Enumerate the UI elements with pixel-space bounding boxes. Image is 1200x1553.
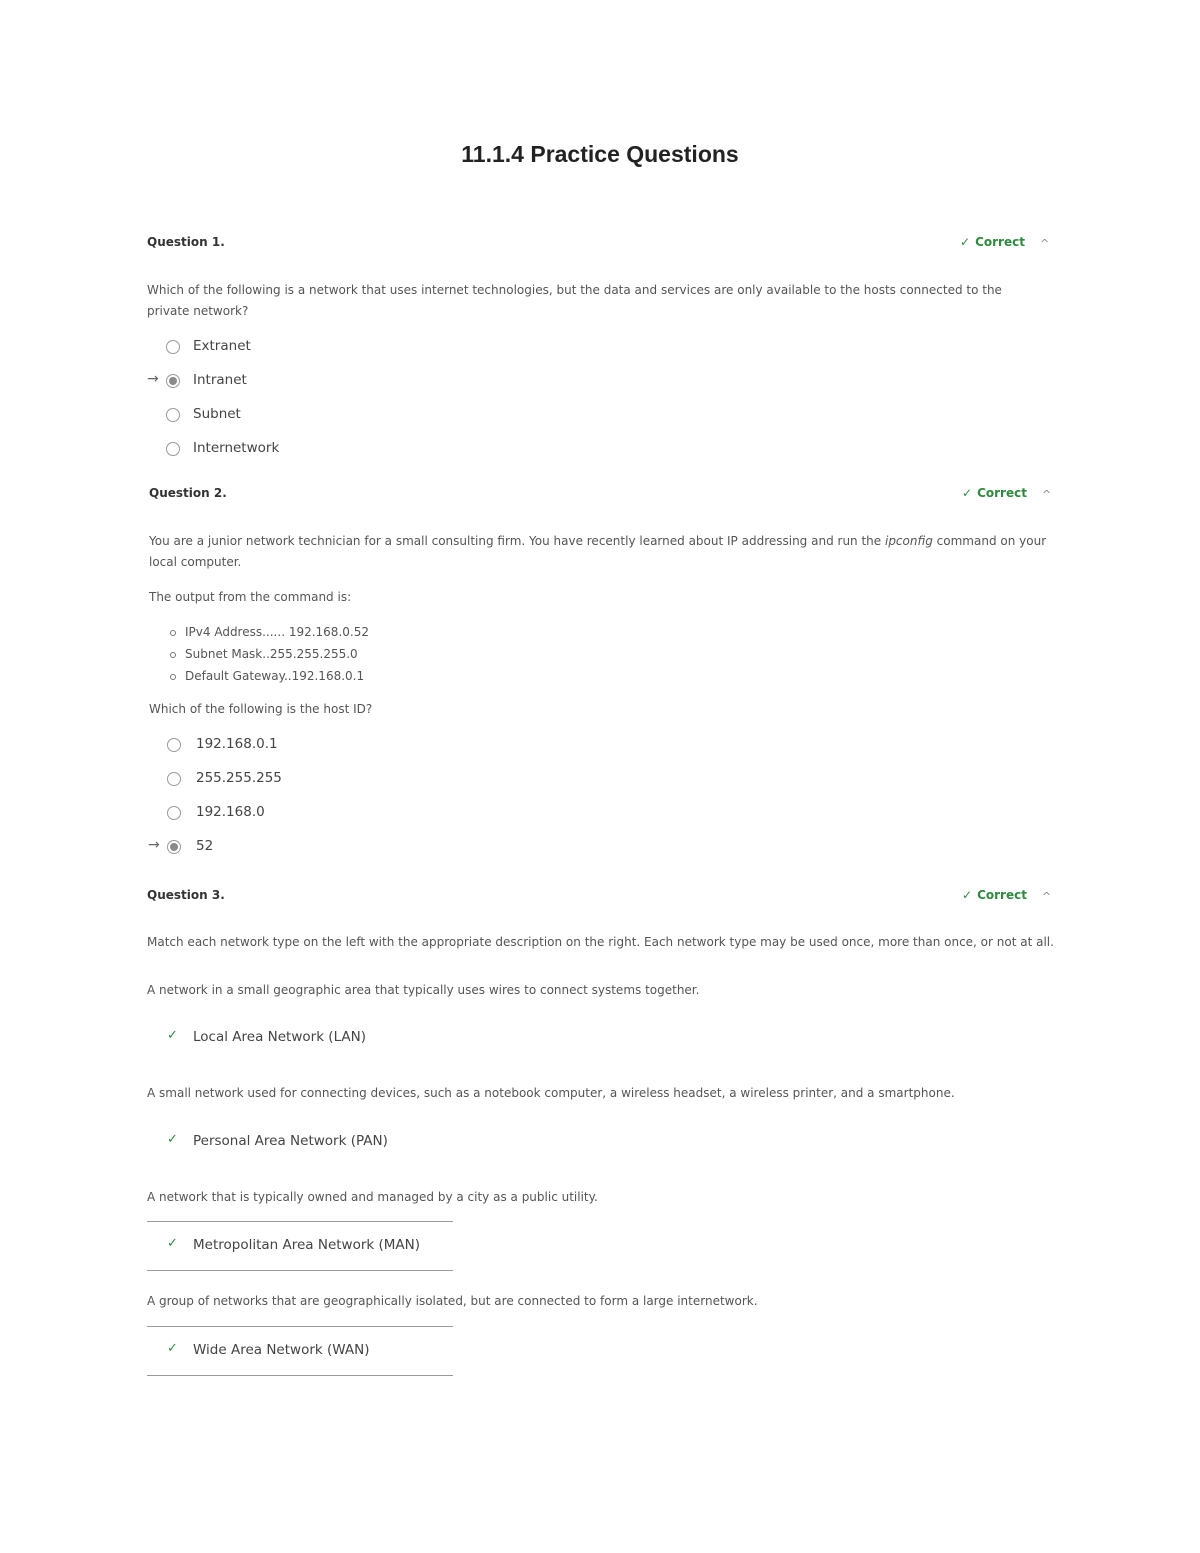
command-name: ipconfig <box>884 534 933 548</box>
match-answer[interactable] <box>147 1014 453 1062</box>
command-output-list <box>170 621 369 687</box>
match-answer[interactable] <box>147 1326 453 1376</box>
check-icon: ✓ <box>167 1236 178 1251</box>
check-icon: ✓ <box>167 1341 178 1356</box>
match-description: A network in a small geographic area that typically uses wires to connect systems together. <box>147 983 700 997</box>
question-text-part: command on your local computer. <box>149 534 1047 569</box>
radio-button[interactable] <box>167 772 181 786</box>
status-text: Correct <box>977 486 1027 500</box>
match-answer[interactable] <box>147 1221 453 1271</box>
check-icon: ✓ <box>167 1028 178 1043</box>
option-label: Internetwork <box>193 440 280 456</box>
status-text: Correct <box>975 235 1025 249</box>
check-icon: ✓ <box>962 888 973 902</box>
match-description: A group of networks that are geographically isolated, but are connected to form a large internetwork. <box>147 1294 758 1308</box>
arrow-right-icon: → <box>147 371 159 387</box>
option-label: 255.255.255 <box>196 770 282 786</box>
question-label: Question 3. <box>147 888 225 902</box>
option-label: 52 <box>196 838 214 854</box>
match-description: A small network used for connecting devices, such as a notebook computer, a wireless headset, a wireless printer, and a smartphone. <box>147 1086 955 1100</box>
question-label: Question 1. <box>147 235 225 249</box>
option-label: 192.168.0 <box>196 804 265 820</box>
page-title: 11.1.4 Practice Questions <box>461 141 739 167</box>
match-answer[interactable] <box>147 1118 453 1166</box>
chevron-up-icon[interactable]: ^ <box>1042 890 1052 903</box>
option-label: Intranet <box>193 372 247 388</box>
output-intro: The output from the command is: <box>149 590 352 604</box>
option-label: Subnet <box>193 406 241 422</box>
answer-option[interactable] <box>147 337 447 357</box>
radio-button-selected[interactable] <box>166 374 180 388</box>
match-answer-label: Local Area Network (LAN) <box>193 1029 366 1045</box>
chevron-up-icon[interactable]: ^ <box>1042 488 1052 501</box>
chevron-up-icon[interactable]: ^ <box>1040 237 1050 250</box>
check-icon: ✓ <box>167 1132 178 1147</box>
question-label: Question 2. <box>149 486 227 500</box>
status-badge <box>960 235 1025 249</box>
answer-option[interactable] <box>148 803 448 823</box>
match-answer-label: Metropolitan Area Network (MAN) <box>193 1237 421 1253</box>
status-badge <box>962 486 1027 500</box>
question-text <box>149 531 1054 573</box>
match-answer-label: Wide Area Network (WAN) <box>193 1342 370 1358</box>
arrow-right-icon: → <box>148 837 160 853</box>
question-instructions: Match each network type on the left with the appropriate description on the right. Each network type may be used once, more than once, or not at all. <box>147 935 1054 949</box>
answer-option[interactable] <box>147 371 447 391</box>
match-answer-label: Personal Area Network (PAN) <box>193 1133 388 1149</box>
question-text-part: You are a junior network technician for a small consulting firm. You have recently learned about IP addressing and run the <box>149 534 885 548</box>
list-item: Default Gateway..192.168.0.1 <box>170 665 369 687</box>
option-label: 192.168.0.1 <box>196 736 278 752</box>
radio-button[interactable] <box>166 408 180 422</box>
check-icon: ✓ <box>960 235 971 249</box>
answer-option[interactable] <box>148 837 448 857</box>
option-label: Extranet <box>193 338 251 354</box>
radio-button[interactable] <box>167 738 181 752</box>
status-text: Correct <box>977 888 1027 902</box>
answer-option[interactable] <box>147 439 447 459</box>
answer-option[interactable] <box>148 769 448 789</box>
radio-button-selected[interactable] <box>167 840 181 854</box>
radio-button[interactable] <box>166 442 180 456</box>
answer-option[interactable] <box>147 405 447 425</box>
check-icon: ✓ <box>962 486 973 500</box>
match-description: A network that is typically owned and managed by a city as a public utility. <box>147 1190 598 1204</box>
list-item: Subnet Mask..255.255.255.0 <box>170 643 369 665</box>
answer-option[interactable] <box>148 735 448 755</box>
list-item: IPv4 Address...... 192.168.0.52 <box>170 621 369 643</box>
radio-button[interactable] <box>166 340 180 354</box>
radio-button[interactable] <box>167 806 181 820</box>
question-prompt: Which of the following is the host ID? <box>149 702 373 716</box>
status-badge <box>962 888 1027 902</box>
question-text: Which of the following is a network that uses internet technologies, but the data and services are only available to the hosts connected to the private network? <box>147 283 1002 318</box>
